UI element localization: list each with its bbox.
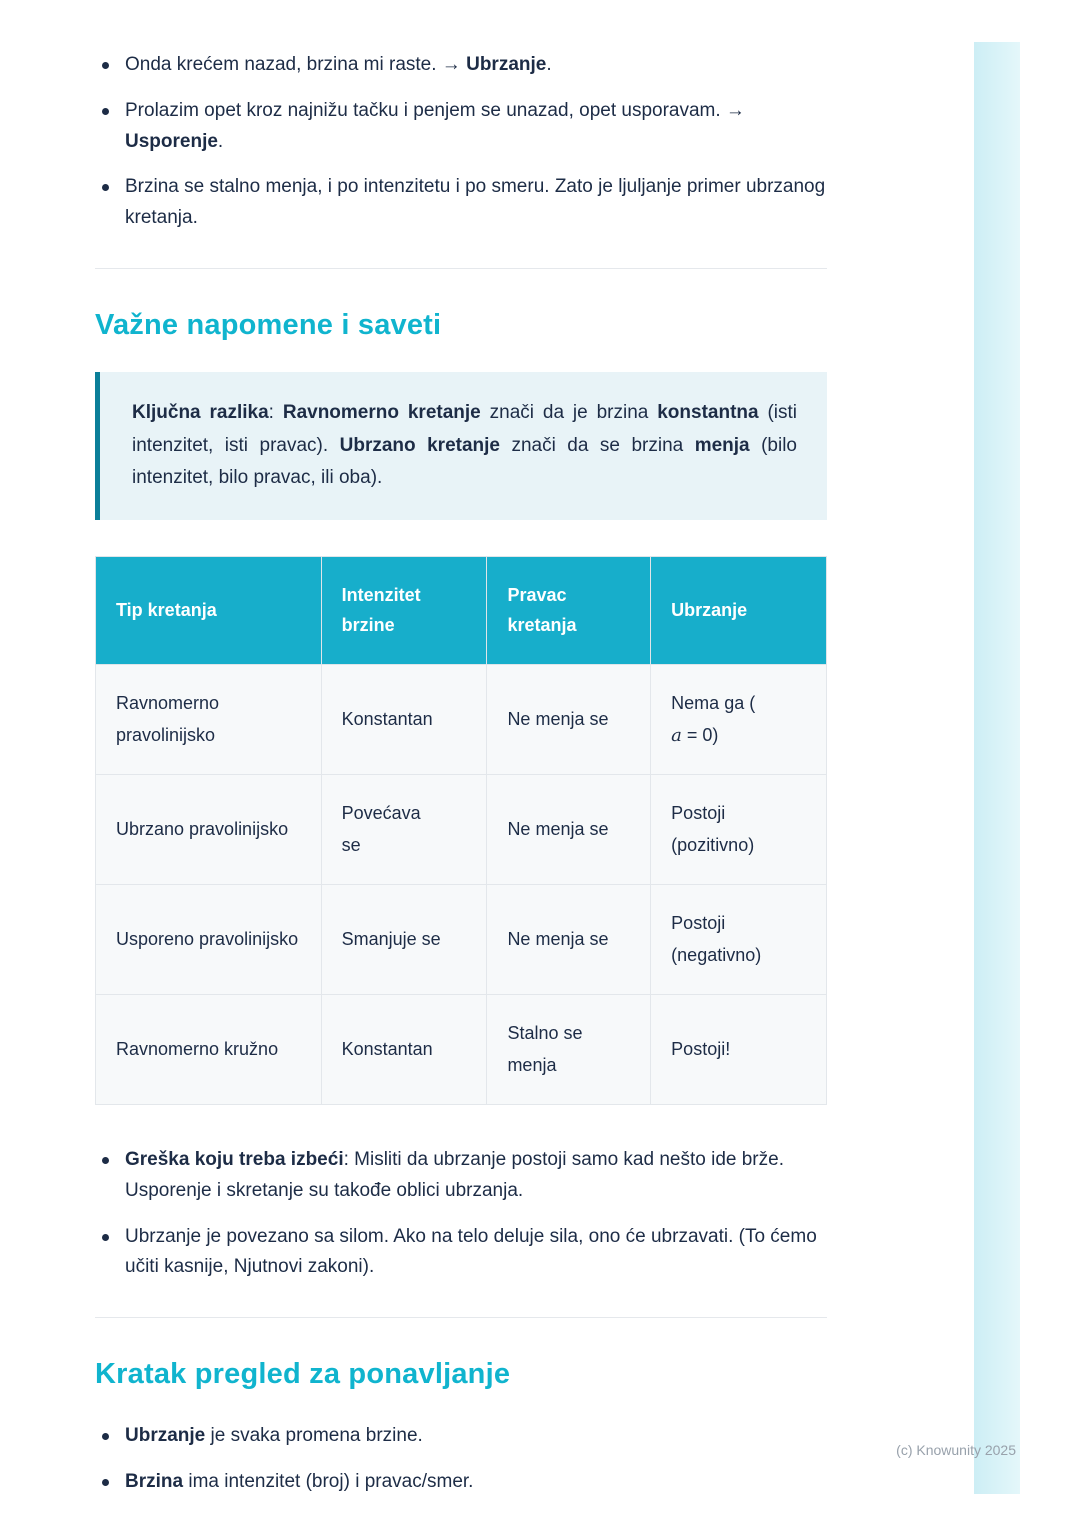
section-divider — [95, 268, 827, 269]
list-item — [95, 96, 827, 158]
table-cell: Postoji! — [651, 995, 827, 1105]
table-header-row — [96, 556, 827, 664]
section-divider — [95, 1317, 827, 1318]
table-cell: Ne menja se — [487, 775, 651, 885]
list-item-text: Prolazim opet kroz najnižu tačku i penjem se unazad, opet usporavam. → Usporenje. — [125, 99, 745, 152]
section-title-review: Kratak pregled za ponavljanje — [95, 1358, 511, 1391]
table-cell: Smanjuje se — [321, 885, 487, 995]
list-item-text: Greška koju treba izbeći: Misliti da ubrzanje postoji samo kad nešto ide brže. Usporenje i skretanje su takođe oblici ubrzanja. — [125, 1149, 784, 1201]
notes-bullet-list — [95, 1145, 827, 1283]
column-header-pravac-kretanja: Pravac kretanja — [487, 556, 651, 664]
list-item-text: Onda krećem nazad, brzina mi raste. → Ubrzanje. — [125, 54, 552, 75]
key-difference-callout — [95, 372, 827, 520]
column-header-intenzitet-brzine: Intenzitet brzine — [321, 556, 487, 664]
table-row — [96, 995, 827, 1105]
table-cell: Ravnomerno kružno — [96, 995, 322, 1105]
decorative-side-stripe — [974, 42, 1020, 1494]
table-row — [96, 775, 827, 885]
copyright-note: (c) Knowunity 2025 — [896, 1442, 1016, 1458]
document-content — [95, 50, 827, 1513]
table-cell: Ravnomerno pravolinijsko — [96, 665, 322, 775]
table-cell: Ne menja se — [487, 885, 651, 995]
list-item-text: Brzina ima intenzitet (broj) i pravac/smer. — [125, 1470, 474, 1492]
table-cell: Postoji (negativno) — [651, 885, 827, 995]
list-item — [95, 1145, 827, 1207]
section-title-notes: Važne napomene i saveti — [95, 308, 442, 341]
table-cell: Konstantan — [321, 665, 487, 775]
list-item — [95, 1467, 827, 1498]
table-cell: Ubrzano pravolinijsko — [96, 775, 322, 885]
list-item-text: Ubrzanje je povezano sa silom. Ako na telo deluje sila, ono će ubrzavati. (To ćemo učiti kasnije, Njutnovi zakoni). — [125, 1225, 817, 1278]
table-cell: Usporeno pravolinijsko — [96, 885, 322, 995]
list-item-text: Ubrzanje je svaka promena brzine. — [125, 1425, 423, 1447]
column-header-ubrzanje: Ubrzanje — [651, 556, 827, 664]
column-header-tip-kretanja: Tip kretanja — [96, 556, 322, 664]
table-cell: Nema ga ( a = 0) — [651, 665, 827, 775]
table-header — [96, 556, 827, 664]
list-item — [95, 1421, 827, 1452]
list-item — [95, 1222, 827, 1284]
table-cell: Ne menja se — [487, 665, 651, 775]
table-row — [96, 665, 827, 775]
review-bullet-list — [95, 1421, 827, 1498]
table-cell: Povećava se — [321, 775, 487, 885]
intro-bullet-list — [95, 50, 827, 234]
table-cell: Konstantan — [321, 995, 487, 1105]
table-cell: Stalno se menja — [487, 995, 651, 1105]
list-item — [95, 50, 827, 81]
table-cell: Postoji (pozitivno) — [651, 775, 827, 885]
motion-types-table — [95, 556, 827, 1105]
list-item — [95, 172, 827, 234]
callout-text: Ključna razlika: Ravnomerno kretanje znači da je brzina konstantna (isti intenzitet, isti pravac). Ubrzano kretanje znači da se brzina menja (bilo intenzitet, bilo pravac, ili oba). — [132, 401, 798, 489]
table-row — [96, 885, 827, 995]
list-item-text: Brzina se stalno menja, i po intenzitetu i po smeru. Zato je ljuljanje primer ubrzanog kretanja. — [125, 176, 826, 229]
table-body — [96, 665, 827, 1105]
